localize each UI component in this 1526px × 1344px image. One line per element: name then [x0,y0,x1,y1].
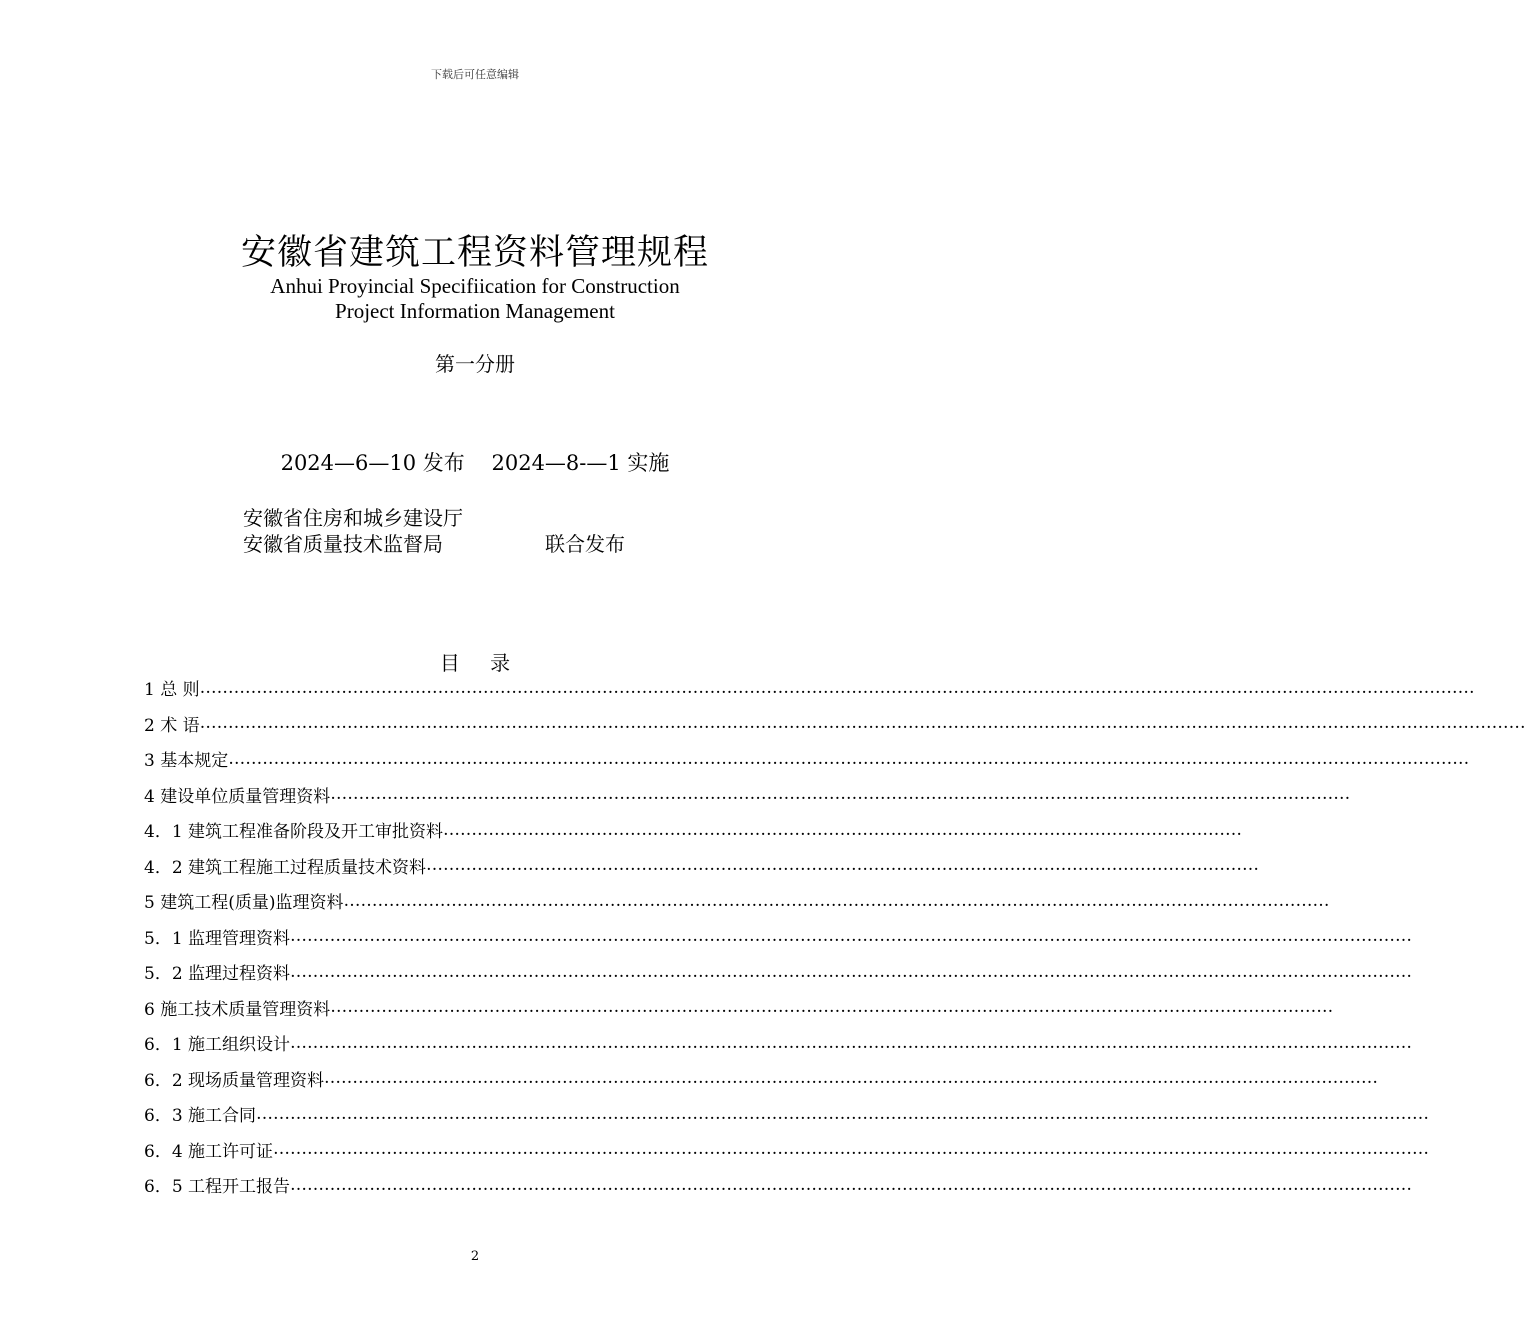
toc-entry[interactable] [144,741,1470,777]
toc-entry[interactable] [144,670,1475,706]
toc-dot-leader: …………………………………………………………………………………………………………………………… [443,819,1243,840]
toc-dot-leader: ……………………………………………………………………………………………………………………………………………………………………………… [290,926,1413,947]
toc-entry-label: 3 基本规定 [144,751,229,772]
toc-entry-label: 4．2 建筑工程施工过程质量技术资料 [144,857,427,878]
toc-dot-leader: ……………………………………………………………………………………………………………………………………………………………………………… [290,1032,1413,1053]
toc-entry[interactable] [144,1061,1379,1097]
toc-entry[interactable] [144,848,1260,884]
toc-dot-leader: ………………………………………………………………………………………………………………………………… [426,855,1260,876]
joint-release-label: 联合发布 [545,532,625,556]
toc-dot-leader: …………………………………………………………………………………………………………………………………………………………… [330,997,1334,1018]
toc-entry-label: 5．2 监理过程资料 [144,964,291,985]
toc-dot-leader: ………………………………………………………………………………………………………………………………………………………………………………………………… [228,748,1470,769]
page-number: 2 [470,1249,480,1264]
toc-dot-leader: ……………………………………………………………………………………………………………………………………………………………………………………… [256,1103,1430,1124]
toc-dot-leader: ……………………………………………………………………………………………………………………………………………………………………………………………………………… [199,713,1526,734]
toc-entry-label: 1 总 则 [144,680,200,701]
toc-entry[interactable] [144,990,1334,1026]
issue-and-effective-dates: 2024—6—10 发布 2024—8-—1 实施 [280,451,670,475]
toc-dot-leader: ……………………………………………………………………………………………………………………………………………………………………………… [290,1174,1413,1195]
document-title-english-line-1: Anhui Proyincial Specifiication for Construction [270,274,680,298]
toc-entry[interactable] [144,1096,1430,1132]
toc-dot-leader: ……………………………………………………………………………………………………………………………………………………………………………… [290,961,1413,982]
issuing-authority-2: 安徽省质量技术监督局 [243,532,443,556]
toc-entry-label: 6．5 工程开工报告 [144,1177,291,1198]
issuing-authority-1: 安徽省住房和城乡建设厅 [243,506,463,530]
toc-entry[interactable] [144,706,1526,742]
toc-entry[interactable] [144,1025,1413,1061]
toc-dot-leader: ………………………………………………………………………………………………………………………………………………………… [343,890,1330,911]
toc-entry-label: 2 术 语 [144,715,200,736]
toc-dot-leader: …………………………………………………………………………………………………………………………………………………………………………………… [273,1139,1430,1160]
toc-entry-label: 6．1 施工组织设计 [144,1035,291,1056]
toc-entry[interactable] [144,883,1330,919]
toc-entry[interactable] [144,777,1351,813]
toc-dot-leader: ……………………………………………………………………………………………………………………………………………………………………………………………………… [199,677,1475,698]
toc-heading: 目 录 [439,651,523,675]
document-title-chinese: 安徽省建筑工程资料管理规程 [240,233,709,273]
volume-label: 第一分册 [435,352,515,376]
toc-dot-leader: ……………………………………………………………………………………………………………………………………………………………… [330,784,1351,805]
toc-entry-label: 5．1 监理管理资料 [144,928,291,949]
toc-entry[interactable] [144,812,1243,848]
toc-entry-label: 6．3 施工合同 [144,1106,257,1127]
toc-entry[interactable] [144,1132,1430,1168]
toc-entry[interactable] [144,954,1413,990]
toc-entry-label: 4 建设单位质量管理资料 [144,786,331,807]
document-title-english-line-2: Project Information Management [335,299,615,323]
toc-entry-label: 6．4 施工许可证 [144,1141,274,1162]
toc-entry[interactable] [144,1167,1413,1203]
toc-dot-leader: …………………………………………………………………………………………………………………………………………………………………… [324,1068,1379,1089]
header-note: 下载后可任意编辑 [431,68,519,81]
toc-entry-label: 4．1 建筑工程准备阶段及开工审批资料 [144,822,444,843]
toc-entry[interactable] [144,919,1413,955]
table-of-contents [144,670,1526,1203]
toc-entry-label: 6．2 现场质量管理资料 [144,1070,325,1091]
toc-entry-label: 6 施工技术质量管理资料 [144,999,331,1020]
toc-entry-label: 5 建筑工程(质量)监理资料 [144,893,344,914]
